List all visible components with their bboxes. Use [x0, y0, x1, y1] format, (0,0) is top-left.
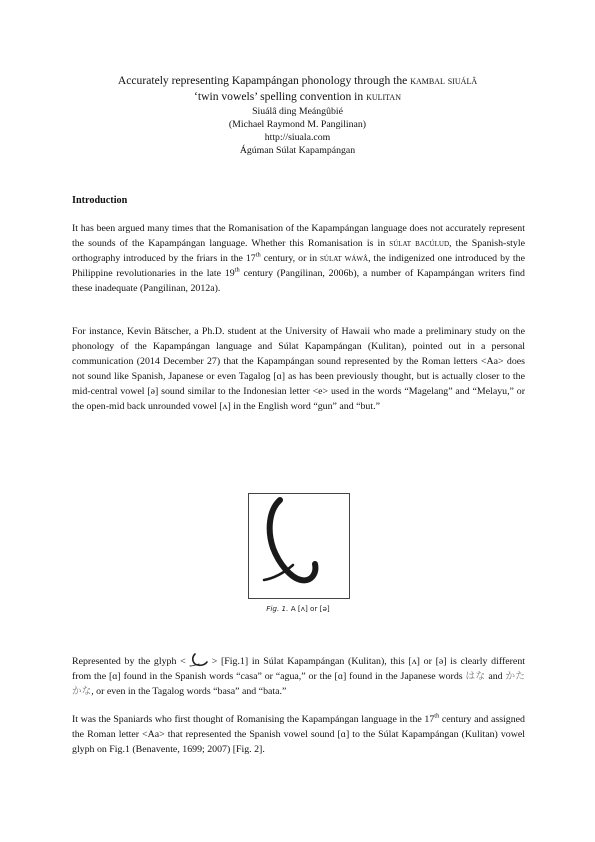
p1-text-d: , the indigenized one introduced by the Philippine revolutionaries in the late 19	[72, 253, 525, 279]
p3-text-a: Represented by the glyph <	[72, 656, 186, 667]
author-organization: Ágúman Súlat Kapampángan	[239, 145, 356, 156]
section-heading: Introduction	[72, 195, 128, 206]
paragraph-4	[72, 712, 525, 757]
paragraph-3	[72, 653, 525, 699]
p4-text-b: century and assigned the Roman letter <Aa> that represented the Spanish vowel sound [ɑ] to the Súlat Kapampángan (Kulitan) vowel glyph on Fig.1 (Benavente, 1699; 2007) [Fig. 2].	[72, 714, 525, 755]
figure-1-image	[248, 493, 350, 599]
author-realname: (Michael Raymond M. Pangilinan)	[228, 119, 367, 130]
paragraph-2: For instance, Kevin Bätscher, a Ph.D. student at the University of Hawaii who made a preliminary study on the phonology of the Kapampángan language and Súlat Kapampángan (Kulitan), pointed out in a personal communication (2014 December 27) that the Kapampángan sound represented by the Roman letters <Aa> does not sound like Spanish, Japanese or even Tagalog [ɑ] as has been previously thought, but is actually closer to the mid-central vowel [ə] sound similar to the Indonesian letter <e> used in the words “Magelang” and “Melayu,” or the open-mid back unrounded vowel [ʌ] in the English word “gun” and “but.”	[72, 326, 525, 412]
paper-title-line-1	[60, 73, 535, 89]
p1-text-a: It has been argued many times that the Romanisation of the Kapampángan language does not accurately represent the sounds of the Kapampángan language. Whether this Romanisation is in	[72, 223, 525, 249]
title-block	[60, 73, 535, 157]
superscript: th	[255, 251, 261, 259]
japanese-word-katakana: かたかな	[72, 671, 526, 697]
title-smallcaps: kambal siuálâ	[410, 74, 478, 87]
paragraph-1	[72, 221, 525, 296]
author-name: Siuálâ ding Meángûbié	[252, 106, 343, 117]
superscript: th	[234, 266, 240, 274]
p4-text-a: It was the Spaniards who first thought of Romanising the Kapampángan language in the 17	[72, 714, 435, 725]
kulitan-a-glyph-icon	[249, 494, 349, 598]
term-sulat-baculud: súlat bacúlud	[389, 238, 450, 249]
p1-text-e: century (Pangilinan, 2006b), a number of Kapampángan writers find these inadequate (Pangilinan, 2012a).	[72, 268, 525, 294]
caption-label: Fig. 1.	[266, 604, 289, 613]
p3-text-c: and	[485, 671, 506, 682]
paper-title-line-2	[60, 89, 535, 105]
caption-text: A [ʌ] or [ə]	[288, 604, 330, 613]
superscript: th	[434, 712, 440, 720]
title-text: ‘twin vowels’ spelling convention in	[194, 90, 367, 103]
p3-text-b: > [Fig.1] in Súlat Kapampángan (Kulitan), this [ʌ] or [ə] is clearly different from the [ɑ] found in the Spanish words “casa” or “agua,” or the [ɑ] found in the Japanese words	[72, 656, 525, 682]
title-text: Accurately representing Kapampángan phonology through the	[117, 74, 411, 87]
kulitan-inline-glyph-icon	[186, 653, 212, 667]
title-smallcaps: kulitan	[366, 90, 401, 103]
p1-text-c: century, or in	[260, 253, 320, 264]
p1-text-b: , the Spanish-style orthography introduced by the friars in the 17	[72, 238, 525, 264]
term-sulat-wawa: súlat wáwâ	[320, 253, 369, 264]
p3-text-d: , or even in the Tagalog words “basa” and “bata.”	[91, 686, 287, 697]
figure-1-caption	[200, 604, 396, 613]
author-website[interactable]: http://siuala.com	[264, 132, 331, 143]
japanese-word-hana: はな	[465, 671, 486, 682]
